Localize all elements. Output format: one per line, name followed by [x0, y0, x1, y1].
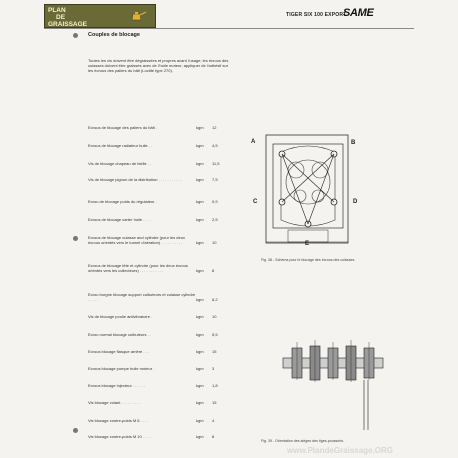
spec-row [88, 177, 233, 182]
spec-value: 1,8 [212, 383, 218, 388]
spec-row [88, 292, 233, 302]
spec-dots: . . [146, 332, 151, 337]
spec-value: 11,5 [212, 161, 220, 166]
spec-label: Vis de blocage poulie antivibratoire [88, 314, 150, 319]
spec-label: Ecrous blocage injecteur [88, 383, 132, 388]
label-b: B [351, 140, 356, 146]
figure-39-caption: Fig. 39 - Orientation des alèges des tiges-poussoirs. [261, 439, 345, 443]
punch-hole-3 [73, 428, 78, 433]
spec-unit: kgm [196, 143, 204, 148]
same-brand-logo: SAME [343, 7, 374, 19]
spec-unit: kgm [196, 349, 204, 354]
spec-value: 8 [212, 268, 215, 273]
logo-text [48, 7, 87, 28]
spec-dots: . . . . [142, 217, 151, 222]
spec-label: Ecrous blocage flasque arrière [88, 349, 143, 354]
spec-label: Ecrous de blocage carter huile [88, 217, 143, 222]
spec-unit: kgm [196, 268, 204, 273]
spec-unit: kgm [196, 240, 204, 245]
spec-dots: . . [146, 161, 152, 166]
website-watermark: www.PlandeGraissage.ORG [287, 446, 393, 455]
spec-value: 15 [212, 349, 217, 354]
spec-row [88, 263, 233, 273]
spec-dots: . . . . . . . . . . [160, 240, 183, 245]
spec-unit: kgm [196, 366, 204, 371]
spec-label: Ecrou de blocage poids du régulateur [88, 199, 155, 204]
spec-row [88, 199, 233, 204]
spec-unit: kgm [196, 125, 204, 130]
spec-label: Vis blocage volant [88, 400, 121, 405]
spec-unit: kgm [196, 383, 204, 388]
spec-dots: . . [147, 143, 153, 148]
spec-value: 4 [212, 418, 215, 423]
spec-row [88, 235, 233, 245]
spec-label: Ecrous de blocage tête et cylindre (pour les deux écrous orientés vers les collecteurs) [88, 263, 188, 273]
spec-dots: . . . [142, 349, 149, 354]
spec-dots: . [154, 125, 157, 130]
spec-row [88, 217, 233, 222]
spec-label: Vis de blocage pignon de la distribution [88, 177, 158, 182]
spec-value: 12 [212, 125, 217, 130]
spec-row [88, 125, 233, 130]
spec-value: 3 [212, 366, 215, 371]
spec-dots: . . . . . . [131, 383, 146, 388]
spec-row [88, 314, 233, 319]
spec-row [88, 418, 233, 423]
header-divider [44, 28, 414, 29]
logo-line-2: DE [56, 14, 66, 21]
spec-label: Ecrous blocage pompe huile moteur [88, 366, 153, 371]
spec-label: Ecrous de blocage radiateur huile [88, 143, 148, 148]
spec-row [88, 143, 233, 148]
spec-label: Ecrous de blocage des paliers du bâti [88, 125, 155, 130]
spec-value: 6,2 [212, 297, 218, 302]
spec-label: Vis de blocage chapeau de bielle [88, 161, 147, 166]
label-e: E [305, 241, 310, 247]
spec-dots: . . . . [139, 418, 149, 423]
spec-unit: kgm [196, 434, 204, 439]
spec-dots: . . . . . . . . . . . [157, 177, 182, 182]
spec-dots: . [152, 366, 155, 371]
spec-label: Vis blocage contre-poids M 8 [88, 418, 140, 423]
spec-unit: kgm [196, 217, 204, 222]
spec-dots: . . . . . . . . . . . [138, 268, 164, 273]
spec-dots: . . . . . [88, 297, 99, 302]
spec-row [88, 366, 233, 371]
logo-line-3: GRAISSAGE [48, 21, 88, 28]
spec-row [88, 332, 233, 337]
figure-38-caption: Fig. 38 - Schéma pour le blocage des écrous des culasses. [261, 258, 356, 262]
section-title: Couples de blocage [88, 32, 140, 38]
spec-dots: . [154, 199, 157, 204]
spec-row [88, 383, 233, 388]
spec-dots: . . . . . . . . . [120, 400, 141, 405]
spec-unit: kgm [196, 332, 204, 337]
spec-value: 10 [212, 240, 217, 245]
punch-hole-1 [73, 33, 78, 38]
cylinder-head-diagram [258, 130, 358, 250]
punch-hole-2 [73, 236, 78, 241]
spec-label: Vis blocage contre-poids M 10 [88, 434, 142, 439]
spec-value: 0,9 [212, 199, 218, 204]
spec-row [88, 161, 233, 166]
plan-de-graissage-logo [44, 4, 156, 28]
spec-row [88, 434, 233, 439]
spec-dots: . [149, 314, 153, 319]
spec-unit: kgm [196, 177, 204, 182]
intro-paragraph: Toutes les vis doivent être dégraissées et propres avant l'usage; les écrous des culasses doivent être graissés avec de l'huile moteur; appliquer de l'adhésif sur les écrous des paliers du bâti (Loctite type 270). [88, 58, 229, 73]
spec-value: 15 [212, 400, 217, 405]
label-d: D [353, 199, 358, 205]
spec-row [88, 400, 233, 405]
spec-value: 8 [212, 434, 215, 439]
spec-label: Ecrou normal blocage culbuteurs [88, 332, 147, 337]
spec-value: 5,5 [212, 332, 218, 337]
spec-dots: . . . . [141, 434, 151, 439]
spec-unit: kgm [196, 314, 204, 319]
spec-unit: kgm [196, 418, 204, 423]
spec-unit: kgm [196, 161, 204, 166]
spec-value: 2,5 [212, 217, 218, 222]
oil-can-icon [131, 9, 147, 22]
spec-unit: kgm [196, 199, 204, 204]
spec-value: 7,5 [212, 177, 218, 182]
spec-value: 10 [212, 314, 217, 319]
spec-label: Ecrou borgne blocage support culbuteurs et culasse cylindre [88, 292, 196, 297]
spec-value: 4,5 [212, 143, 218, 148]
spec-unit: kgm [196, 400, 204, 405]
model-title: TIGER SIX 100 EXPORT [286, 12, 347, 18]
camshaft-diagram [278, 340, 388, 435]
spec-label: Ecrous de blocage culasse and cylindre (pour les deux écrous orientés vers le tunnel d'aération) [88, 235, 185, 245]
logo-line-1: PLAN [48, 7, 66, 14]
label-c: C [253, 199, 258, 205]
spec-row [88, 349, 233, 354]
spec-unit: kgm [196, 297, 204, 302]
label-a: A [251, 139, 256, 145]
